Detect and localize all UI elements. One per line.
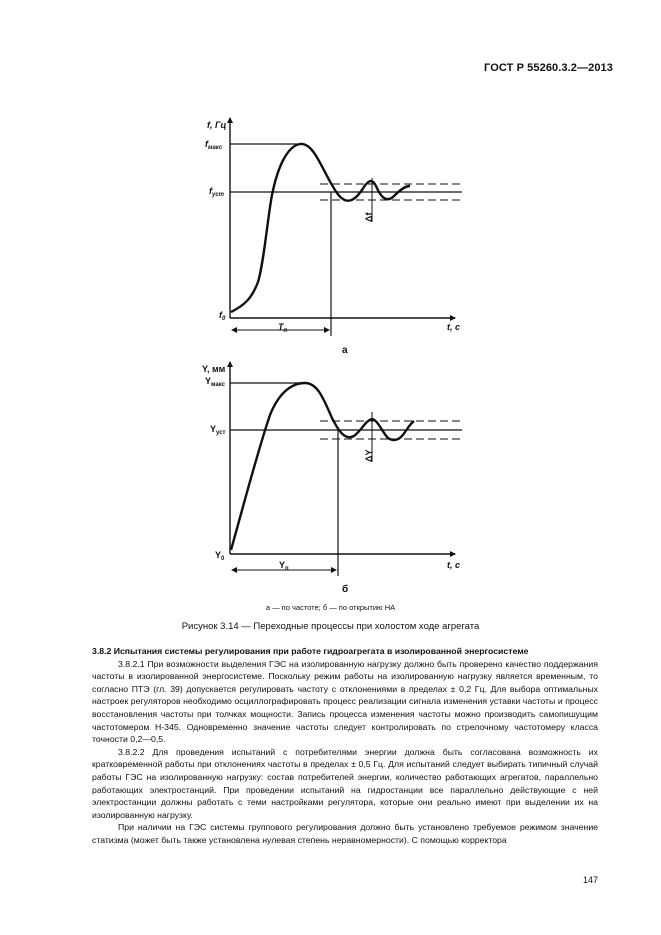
section-heading: 3.8.2 Испытания системы регулирования при работе гидроагрегата в изолированной энергосистеме — [92, 646, 529, 656]
figure-caption: Рисунок 3.14 — Переходные процессы при холостом ходе агрегата — [181, 621, 480, 632]
svg-text:Tп: $T_п$ — [278, 322, 288, 334]
paragraph-3: При наличии на ГЭС системы группового регулирования должно быть установлено требуемое режимом значение статизма (может быть также установлена нулевая степень неравномерности). С помощью корректора — [92, 822, 598, 845]
section-body — [92, 645, 598, 847]
svg-text:Yуст: $Y_{уст}$ — [210, 424, 226, 436]
graph-b — [230, 362, 462, 576]
labels-a — [205, 120, 460, 356]
delta-label-b: ΔY — [364, 449, 374, 462]
svg-text:fуст: $f_{уст}$ — [209, 186, 225, 198]
y-axis-label-a: f, Гц — [207, 120, 227, 130]
labels-b — [202, 364, 460, 595]
graph-a — [230, 118, 462, 336]
x-axis-label-a: t, с — [447, 322, 461, 332]
svg-text:Y0: $Y_0$ — [215, 550, 225, 562]
svg-text:Yмакс: $Y_{макс}$ — [205, 376, 225, 388]
panel-label-a: а — [342, 345, 348, 356]
svg-text:Yп: $Y_п$ — [279, 560, 289, 572]
paragraph-2: 3.8.2.2 Для проведения испытаний с потребителями энергии должна быть согласована возможность их кратковременной работы при отклонениях частоты в пределах ± 0,5 Гц. Для испытаний следует выбирать типичный случай работы ГЭС на изолированную нагрузку: состав потребителей энергии, количество работающих агрегатов, параллельно работающих электростанций. При проведении испытаний на гидростанции все параллельно действующие с ней электростанции должны работать с теми настройками регулятора, которые они реально имеют при выделении их на изолированную нагрузку. — [92, 746, 598, 820]
standard-header: ГОСТ Р 55260.3.2—2013 — [484, 62, 613, 74]
panel-label-b: б — [342, 584, 349, 595]
curve-a — [231, 144, 410, 312]
svg-text:fмакс: $f_{макс}$ — [205, 139, 223, 151]
y-axis-label-b: Y, мм — [202, 364, 226, 374]
paragraph-1: 3.8.2.1 При возможности выделения ГЭС на изолированную нагрузку должно быть проверено качество поддержания частоты в изолированной энергосистеме. Поскольку режим работы на изолированную нагрузку является временным, то согласно ПТЭ (гл. 39) допускается регулировать частоту с отклонениями в пределах ± 0,2 Гц. Для выбора оптимальных настроек регуляторов необходимо осциллографировать процесс реализации сигнала изменения уставки частоты и процесс восстановления частоты при толчках мощности. Запись процесса изменения частоты можно производить самопишущим частотомером Н-345. Одновременно значение частоты следует контролировать по стрелочному частотомеру класса точности 0,2—0,5. — [92, 658, 598, 745]
x-axis-label-b: t, с — [447, 560, 461, 570]
figure-legend: а — по частоте; б — по открытию НА — [265, 603, 396, 612]
delta-label-a: Δf — [364, 212, 374, 222]
page-number: 147 — [582, 875, 598, 885]
svg-text:f0: $f_0$ — [219, 310, 226, 322]
curve-b — [231, 383, 414, 550]
